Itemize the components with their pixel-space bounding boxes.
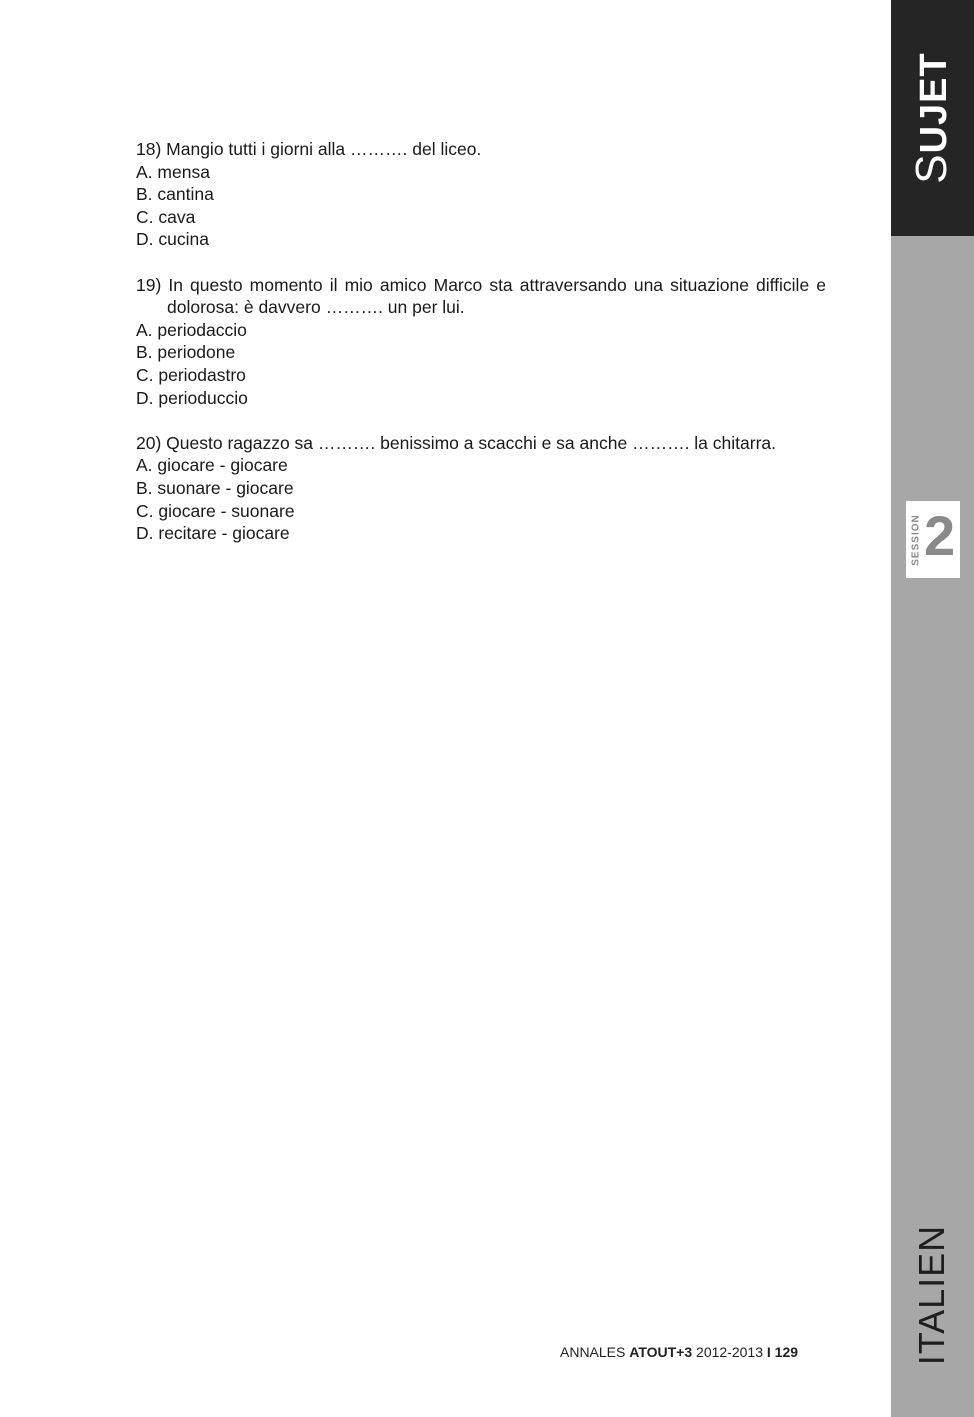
option-b: B. periodone (136, 342, 236, 363)
session-number: 2 (924, 504, 956, 567)
question-text: 19) In questo momento il mio amico Marco sta attraversando una situazione difficile e dolorosa: è davvero ………. un per lui. (136, 274, 826, 318)
subject-label: ITALIEN (911, 1224, 952, 1366)
section-label-cap: S (907, 153, 956, 184)
question-list (136, 138, 826, 567)
option-c: C. giocare - suonare (136, 500, 295, 521)
option-d: D. recitare - giocare (136, 523, 290, 544)
question-text: 18) Mangio tutti i giorni alla ………. del liceo. (136, 139, 482, 159)
footer-brand: ATOUT+3 (629, 1344, 693, 1360)
footer-years: 2012-2013 (692, 1344, 767, 1360)
session-word: SESSION (910, 514, 922, 566)
question-19 (136, 274, 826, 410)
section-label-rest: UJET (913, 52, 955, 154)
footer-separator: I (766, 1344, 771, 1360)
question-20 (136, 432, 826, 545)
page-number: 129 (770, 1344, 799, 1360)
option-a: A. periodaccio (136, 319, 247, 340)
question-18 (136, 138, 826, 251)
option-d: D. perioduccio (136, 387, 248, 408)
option-b: B. suonare - giocare (136, 477, 294, 498)
page-footer (560, 1344, 798, 1360)
option-a: A. giocare - giocare (136, 455, 288, 476)
section-label (907, 52, 956, 184)
footer-prefix: ANNALES (560, 1344, 630, 1360)
question-text: 20) Questo ragazzo sa ………. benissimo a scacchi e sa anche ………. la chitarra. (136, 432, 776, 453)
option-d: D. cucina (136, 229, 209, 250)
option-c: C. periodastro (136, 364, 246, 385)
option-a: A. mensa (136, 161, 210, 182)
option-b: B. cantina (136, 184, 214, 205)
option-c: C. cava (136, 206, 196, 227)
